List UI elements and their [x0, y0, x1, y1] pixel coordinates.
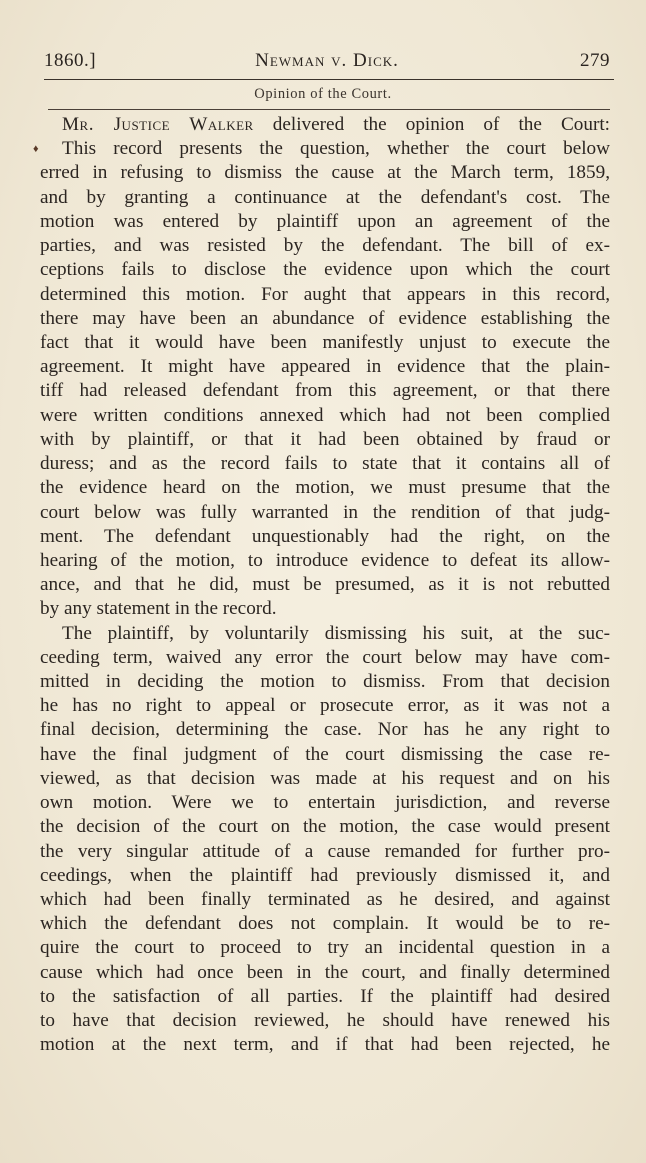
- text-line: the evidence heard on the motion, we must presume that the: [40, 477, 610, 499]
- text-line: ance, and that he did, must be presumed, as it is not rebutted: [40, 574, 610, 596]
- text-line: determined this motion. For aught that appears in this record,: [40, 283, 610, 305]
- text-line: there may have been an abundance of evidence establishing the: [40, 307, 610, 329]
- text-line: viewed, as that decision was made at his request and on his: [40, 767, 610, 789]
- text-line: ceptions fails to disclose the evidence upon which the court: [40, 259, 610, 281]
- text-line: to the satisfaction of all parties. If the plaintiff had desired: [40, 985, 610, 1007]
- text-line: have the final judgment of the court dismissing the case re-: [40, 743, 610, 765]
- opening-line: [40, 113, 610, 137]
- margin-mark-icon: ♦: [33, 143, 39, 155]
- text-line: to have that decision reviewed, he should have renewed his: [40, 1010, 610, 1032]
- text-line: which the defendant does not complain. It would be to re-: [40, 913, 610, 935]
- text-line: agreement. It might have appeared in evidence that the plain-: [40, 356, 610, 378]
- text-line: with by plaintiff, or that it had been obtained by fraud or: [40, 428, 610, 450]
- text-line: own motion. Were we to entertain jurisdiction, and reverse: [40, 792, 610, 814]
- text-line: The plaintiff, by voluntarily dismissing his suit, at the suc-: [62, 622, 610, 644]
- subheading-rule: [48, 109, 610, 110]
- text-line: by any statement in the record.: [40, 598, 277, 620]
- opinion-text: [40, 113, 610, 1058]
- text-line: he has no right to appeal or prosecute error, as it was not a: [40, 695, 610, 717]
- text-line: erred in refusing to dismiss the cause at the March term, 1859,: [40, 162, 610, 184]
- text-line: quire the court to proceed to try an incidental question in a: [40, 937, 610, 959]
- opening-line-rest: delivered the opinion of the Court:: [253, 114, 610, 135]
- text-line: were written conditions annexed which had not been complied: [40, 404, 610, 426]
- text-line: parties, and was resisted by the defendant. The bill of ex-: [40, 235, 610, 257]
- text-line: motion was entered by plaintiff upon an agreement of the: [40, 210, 610, 232]
- justice-name: Mr. Justice Walker: [62, 114, 254, 135]
- text-line: mitted in deciding the motion to dismiss. From that decision: [40, 671, 610, 693]
- section-subheading: Opinion of the Court.: [254, 86, 392, 102]
- text-line: final decision, determining the case. Nor has he any right to: [40, 719, 610, 741]
- page-number: 279: [580, 50, 610, 71]
- text-line: cause which had once been in the court, and finally determined: [40, 961, 610, 983]
- text-line: ceedings, when the plaintiff had previously dismissed it, and: [40, 864, 610, 886]
- text-line: tiff had released defendant from this agreement, or that there: [40, 380, 610, 402]
- text-line: motion at the next term, and if that had been rejected, he: [40, 1034, 610, 1056]
- text-line: the decision of the court on the motion, the case would present: [40, 816, 610, 838]
- running-head-case-title: Newman v. Dick.: [255, 50, 399, 71]
- text-line: duress; and as the record fails to state that it contains all of: [40, 453, 610, 475]
- running-head-year: 1860.]: [44, 50, 97, 71]
- text-line: and by granting a continuance at the defendant's cost. The: [40, 186, 610, 208]
- text-line: ceeding term, waived any error the court below may have com-: [40, 646, 610, 668]
- text-line: ment. The defendant unquestionably had the right, on the: [40, 525, 610, 547]
- text-line: which had been finally terminated as he desired, and against: [40, 889, 610, 910]
- text-line: the very singular attitude of a cause remanded for further pro-: [40, 840, 610, 862]
- text-line: This record presents the question, whether the court below: [62, 138, 610, 160]
- running-head: [44, 50, 610, 76]
- text-line: court below was fully warranted in the rendition of that judg-: [40, 501, 610, 523]
- text-line: hearing of the motion, to introduce evidence to defeat its allow-: [40, 549, 610, 571]
- text-line: fact that it would have been manifestly unjust to execute the: [40, 331, 610, 353]
- header-rule: [44, 79, 614, 80]
